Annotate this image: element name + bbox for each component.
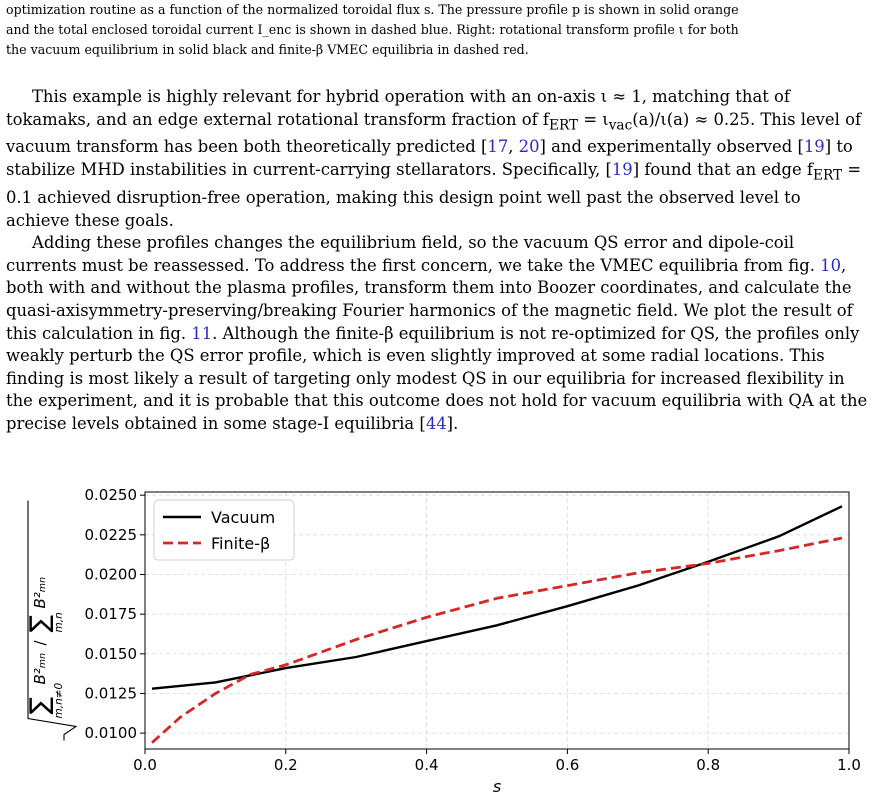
caption-line: the vacuum equilibrium in solid black and finite-β VMEC equilibria in dashed red. — [6, 42, 529, 57]
citation-link[interactable]: 19 — [611, 160, 633, 180]
y-tick-label: 0.0125 — [84, 684, 137, 703]
y-axis-label — [25, 501, 76, 741]
qs-error-chart — [0, 474, 876, 798]
y-axis-slash: / — [31, 640, 49, 646]
caption-line: optimization routine as a function of the normalized toroidal flux s. The pressure profile p is shown in solid orange — [6, 2, 739, 17]
citation-link[interactable]: 17 — [487, 137, 509, 157]
y-axis-sum-index: m,n≠0 — [53, 682, 65, 719]
y-tick-label: 0.0100 — [84, 724, 137, 743]
y-tick-label: 0.0200 — [84, 565, 137, 584]
caption-line: and the total enclosed toroidal current I_enc is shown in dashed blue. Right: rotational transform profile ι for both — [6, 22, 739, 37]
y-axis-sum-symbol: ∑ — [25, 696, 55, 715]
body-text — [6, 86, 868, 435]
legend-label: Vacuum — [211, 508, 276, 527]
citation-link[interactable]: 44 — [425, 413, 447, 433]
x-tick-label: 0.0 — [133, 756, 157, 774]
y-tick-label: 0.0150 — [84, 644, 137, 663]
citation-link[interactable]: 20 — [518, 137, 540, 157]
x-tick-label: 0.6 — [555, 756, 580, 774]
y-axis-term: B²ₘₙ — [31, 576, 49, 609]
y-axis-term: B²ₘₙ — [31, 652, 49, 685]
figure-caption — [6, 0, 868, 60]
y-axis-sum-index: m,n — [53, 612, 65, 633]
series-line-finite-beta — [152, 538, 842, 743]
x-axis-label: s — [492, 777, 502, 796]
x-tick-label: 1.0 — [837, 756, 861, 774]
qs-error-figure — [0, 474, 876, 798]
paragraph-hybrid-operation: This example is highly relevant for hybrid operation with an on-axis ι ≈ 1, matching that of tokamaks, and an edge external rotational transform fraction of $f_{ERT} = \iota_{vac}(a)/\iota(a) \approx 0.25$. This level of vacuum transform has been both theoretically predicted [17, 20] and experimentally observed [19] to stabilize MHD instabilities in current-carrying stellarators. Specifically, [19] found that an edge $f_{ERT} = 0.1$ achieved disruption-free operation, making this design point well past the observed level to achieve these goals. — [6, 87, 862, 230]
y-tick-label: 0.0250 — [84, 486, 137, 505]
y-axis-sum-symbol: ∑ — [25, 614, 55, 633]
x-tick-label: 0.2 — [273, 756, 298, 774]
x-tick-label: 0.8 — [696, 756, 721, 774]
legend-label: Finite-β — [211, 534, 271, 553]
y-tick-label: 0.0175 — [84, 605, 137, 624]
x-tick-label: 0.4 — [414, 756, 439, 774]
legend — [154, 500, 294, 560]
figure-link[interactable]: 10 — [820, 255, 842, 275]
y-tick-label: 0.0225 — [84, 525, 137, 544]
figure-link[interactable]: 11 — [191, 323, 213, 343]
paragraph-qs-error: Adding these profiles changes the equilibrium field, so the vacuum QS error and dipole-coil currents must be reassessed. To address the first concern, we take the VMEC equilibria from fig. 10, both with and without the plasma profiles, transform them into Boozer coordinates, and calculate the quasi-axisymmetry-preserving/breaking Fourier harmonics of the magnetic field. We plot the result of this calculation in fig. 11. Although the finite-β equilibrium is not re-optimized for QS, the profiles only weakly perturb the QS error profile, which is even slightly improved at some radial locations. This finding is most likely a result of targeting only modest QS in our equilibria for increased flexibility in the experiment, and it is probable that this outcome does not hold for vacuum equilibria with QA at the precise levels obtained in some stage-I equilibria [44]. — [6, 233, 868, 433]
citation-link[interactable]: 19 — [803, 137, 825, 157]
